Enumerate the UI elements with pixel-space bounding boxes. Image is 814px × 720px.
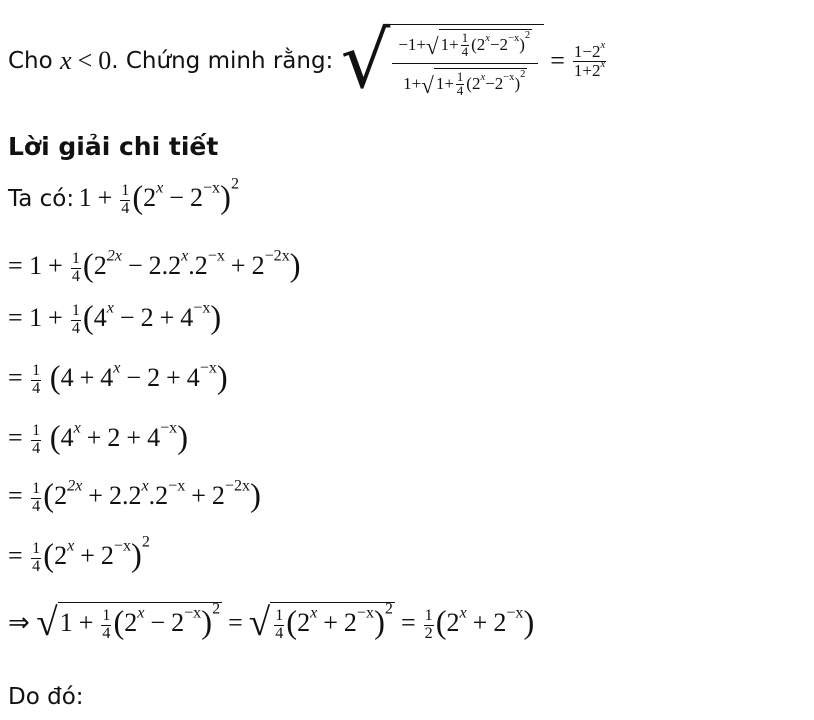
solution-heading: Lời giải chi tiết [8, 132, 219, 161]
problem-prefix: Cho [8, 48, 53, 74]
solution-line-3: = 1 + $\frac{1}{4}$ $(4^x - 2 + 4^{-x})$ [8, 299, 222, 337]
do-do-text: Do đó: [8, 684, 84, 710]
lhs-fraction: −1+√ 1+ $\frac{1}{4}$ $(2^x-2^{-x})^2$ 1+√ 1+ $\frac{1}{4}$ $(2^x-2^{-x})^2$ [392, 29, 538, 99]
less-than: < [77, 46, 93, 75]
equals-sign: = [550, 46, 565, 75]
implies-arrow-icon: ⇒ [8, 608, 30, 637]
problem-text: . Chứng minh rằng: [111, 48, 334, 74]
rhs-fraction: $\frac{1-2^x}{1+2^x}$ [573, 39, 606, 80]
radical-sign-icon: √ [340, 16, 391, 106]
zero: 0 [98, 46, 112, 75]
var-x: x [60, 46, 72, 75]
problem-statement [8, 6, 608, 116]
solution-line-2: = 1 + $\frac{1}{4}$ $(2^{2x} - 2.2^x.2^{-x} + 2^{-2x})$ [8, 247, 301, 285]
solution-line-5: = $\frac{1}{4}$ $(4^x + 2 + 4^{-x})$ [8, 419, 189, 457]
lhs-sqrt [340, 16, 545, 106]
solution-line-4: = $\frac{1}{4}$ $(4 + 4^x - 2 + 4^{-x})$ [8, 359, 228, 397]
solution-line-7: = $\frac{1}{4}$ $(2^x + 2^{-x})^2$ [8, 533, 150, 575]
solution-line-1: Ta có: 1 + $\frac{1}{4}$ $(2^x - 2^{-x})^2$ [8, 175, 239, 217]
solution-line-8: ⇒ √1 + $\frac{1}{4}$ $(2^x - 2^{-x})^2$ = √ $\frac{1}{4}$ $(2^x + 2^{-x})^2$ = $\frac{1}{2}$ $(2^x + 2^{-x})$ [8, 600, 535, 644]
solution-line-6: = $\frac{1}{4}$ $(2^{2x} + 2.2^x.2^{-x} + 2^{-2x})$ [8, 477, 261, 515]
